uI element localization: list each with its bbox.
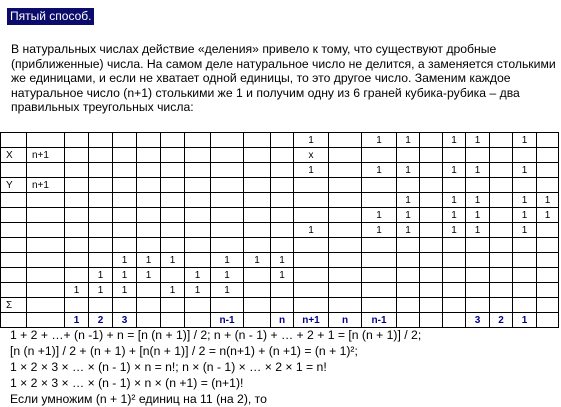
- grid-cell: [490, 238, 513, 253]
- grid-cell: [89, 148, 113, 163]
- grid-row: [1, 178, 559, 193]
- grid-cell: [185, 133, 211, 148]
- grid-cell: [89, 253, 113, 268]
- grid-cell: [161, 193, 185, 208]
- grid-cell: [211, 193, 244, 208]
- grid-cell: [27, 253, 65, 268]
- grid-cell: 1: [211, 253, 244, 268]
- grid-cell: 1: [443, 193, 466, 208]
- grid-cell: 1: [271, 268, 294, 283]
- grid-cell: [27, 298, 65, 313]
- grid-cell: [490, 148, 513, 163]
- grid-cell: [244, 163, 271, 178]
- grid-cell: [113, 133, 137, 148]
- grid-cell: [362, 298, 397, 313]
- grid-cell: [537, 178, 559, 193]
- grid-cell: n+1: [294, 313, 329, 328]
- grid-cell: [362, 238, 397, 253]
- grid-cell: 1: [466, 223, 490, 238]
- grid-cell: n+1: [27, 148, 65, 163]
- grid-cell: 1: [65, 313, 89, 328]
- grid-cell: [211, 148, 244, 163]
- grid-cell: Y: [1, 178, 27, 193]
- grid-cell: 1: [466, 133, 490, 148]
- grid-cell: [244, 208, 271, 223]
- grid-cell: [1, 133, 27, 148]
- grid-cell: [244, 178, 271, 193]
- grid-cell: [1, 268, 27, 283]
- grid-cell: [420, 163, 443, 178]
- grid-cell: [65, 268, 89, 283]
- grid-cell: n: [271, 313, 294, 328]
- grid-cell: [397, 238, 420, 253]
- grid-cell: [362, 253, 397, 268]
- grid-cell: 2: [490, 313, 513, 328]
- grid-cell: [443, 178, 466, 193]
- grid-cell: [329, 133, 362, 148]
- grid-cell: x: [294, 148, 329, 163]
- grid-cell: 1: [466, 208, 490, 223]
- grid-cell: [513, 298, 537, 313]
- grid-cell: [397, 298, 420, 313]
- grid-cell: [244, 223, 271, 238]
- grid-cell: [161, 178, 185, 193]
- grid-cell: [185, 163, 211, 178]
- grid-cell: [466, 298, 490, 313]
- grid-cell: [490, 283, 513, 298]
- grid-cell: [244, 133, 271, 148]
- grid-cell: [27, 208, 65, 223]
- intro-paragraph: В натуральных числах действие «деления» привело к тому, что существуют дробные (приближенные) числа. На самом деле натуральное число не делится, а заменяется столькими же единицами, и если не хватает одной единицы, то это другое число. Заменим каждое натуральное число (n+1) столькими же 1 и получим одну из 6 граней кубика-рубика – два правильных треугольных числа:: [11, 42, 556, 115]
- grid-cell: [329, 193, 362, 208]
- grid-row: [1, 313, 559, 328]
- grid-cell: [27, 163, 65, 178]
- grid-cell: [1, 208, 27, 223]
- grid-cell: [65, 298, 89, 313]
- grid-cell: [211, 298, 244, 313]
- grid-cell: 1: [89, 268, 113, 283]
- grid-cell: Σ: [1, 298, 27, 313]
- grid-cell: [185, 253, 211, 268]
- grid-cell: [27, 133, 65, 148]
- grid-cell: 1: [513, 163, 537, 178]
- grid-cell: 1: [443, 208, 466, 223]
- grid-cell: [329, 253, 362, 268]
- grid-cell: 1: [294, 163, 329, 178]
- formula-line: 1 × 2 × 3 × … × (n - 1) × n = n!; n × (n - 1) × … × 2 × 1 = n!: [10, 360, 327, 374]
- grid-cell: [161, 268, 185, 283]
- grid-cell: [271, 223, 294, 238]
- grid-cell: [362, 193, 397, 208]
- grid-cell: [397, 283, 420, 298]
- grid-cell: [1, 163, 27, 178]
- grid-cell: [113, 193, 137, 208]
- grid-cell: 1: [397, 133, 420, 148]
- grid-cell: [362, 268, 397, 283]
- grid-cell: [271, 133, 294, 148]
- grid-cell: [420, 268, 443, 283]
- section-heading: Пятый способ.: [7, 8, 94, 25]
- grid-cell: [490, 163, 513, 178]
- grid-cell: [65, 133, 89, 148]
- grid-cell: [397, 178, 420, 193]
- grid-cell: [329, 208, 362, 223]
- grid-cell: [271, 298, 294, 313]
- grid-cell: [466, 268, 490, 283]
- grid-row: [1, 298, 559, 313]
- grid-cell: [397, 313, 420, 328]
- grid-cell: [329, 223, 362, 238]
- grid-cell: [537, 268, 559, 283]
- grid-cell: 1: [513, 133, 537, 148]
- grid-cell: [244, 268, 271, 283]
- grid-cell: [89, 208, 113, 223]
- grid-cell: [329, 298, 362, 313]
- grid-cell: [113, 163, 137, 178]
- grid-cell: [271, 163, 294, 178]
- grid-cell: [27, 283, 65, 298]
- grid-cell: [490, 268, 513, 283]
- grid-cell: [185, 208, 211, 223]
- grid-cell: [397, 148, 420, 163]
- grid-cell: 1: [294, 223, 329, 238]
- grid-row: [1, 268, 559, 283]
- grid-cell: [113, 298, 137, 313]
- grid-cell: [137, 163, 161, 178]
- grid-cell: [244, 313, 271, 328]
- grid-row: [1, 163, 559, 178]
- grid-cell: [420, 223, 443, 238]
- grid-cell: [137, 283, 161, 298]
- formulas-block: [10, 327, 560, 407]
- grid-cell: [537, 253, 559, 268]
- grid-cell: [27, 313, 65, 328]
- grid-cell: [185, 298, 211, 313]
- grid-cell: [362, 178, 397, 193]
- grid-cell: [65, 238, 89, 253]
- grid-cell: [329, 238, 362, 253]
- grid-cell: 1: [137, 253, 161, 268]
- grid-cell: 1: [513, 313, 537, 328]
- grid-cell: 1: [294, 133, 329, 148]
- grid-cell: 1: [137, 268, 161, 283]
- grid-cell: 1: [513, 193, 537, 208]
- grid-row: [1, 283, 559, 298]
- grid-cell: [329, 148, 362, 163]
- grid-cell: 1: [397, 223, 420, 238]
- grid-cell: 1: [211, 283, 244, 298]
- grid-cell: 1: [244, 253, 271, 268]
- grid-cell: [466, 148, 490, 163]
- grid-cell: [65, 208, 89, 223]
- grid-cell: [466, 283, 490, 298]
- grid-cell: [329, 283, 362, 298]
- grid-cell: [513, 238, 537, 253]
- grid-cell: 1: [397, 163, 420, 178]
- grid-cell: [466, 253, 490, 268]
- grid-cell: [113, 238, 137, 253]
- grid-cell: 1: [362, 163, 397, 178]
- grid-cell: [294, 238, 329, 253]
- grid-cell: [490, 298, 513, 313]
- grid-row: [1, 208, 559, 223]
- grid-cell: [244, 193, 271, 208]
- grid-cell: [185, 313, 211, 328]
- formula-line: 1 + 2 + …+ (n -1) + n = [n (n + 1)] / 2; n + (n - 1) + … + 2 + 1 = [n (n + 1)] / 2;: [10, 328, 422, 342]
- grid-cell: [185, 148, 211, 163]
- grid-cell: [420, 298, 443, 313]
- grid-cell: [244, 238, 271, 253]
- grid-cell: [161, 133, 185, 148]
- grid-cell: [294, 178, 329, 193]
- grid-cell: 1: [161, 283, 185, 298]
- grid-cell: [65, 178, 89, 193]
- grid-cell: [161, 238, 185, 253]
- grid-cell: [137, 148, 161, 163]
- grid-cell: [397, 253, 420, 268]
- grid-cell: [443, 268, 466, 283]
- grid-cell: [490, 208, 513, 223]
- grid-cell: [137, 223, 161, 238]
- grid-row: [1, 133, 559, 148]
- grid-cell: [537, 313, 559, 328]
- grid-cell: [113, 178, 137, 193]
- grid-cell: [420, 133, 443, 148]
- grid-cell: [211, 133, 244, 148]
- grid-cell: [27, 223, 65, 238]
- grid-cell: 1: [537, 193, 559, 208]
- grid-cell: [211, 223, 244, 238]
- grid-row: [1, 223, 559, 238]
- grid-cell: 1: [113, 268, 137, 283]
- grid-cell: n-1: [362, 313, 397, 328]
- grid-cell: n: [329, 313, 362, 328]
- grid-cell: [271, 178, 294, 193]
- grid-cell: [113, 208, 137, 223]
- grid-cell: [27, 193, 65, 208]
- grid-cell: [329, 163, 362, 178]
- grid-cell: [211, 238, 244, 253]
- grid-cell: [1, 223, 27, 238]
- grid-cell: 1: [466, 193, 490, 208]
- formula-line: 1 × 2 × 3 × … × (n - 1) × n × (n +1) = (n+1)!: [10, 376, 244, 390]
- grid-cell: [89, 223, 113, 238]
- grid-cell: [244, 283, 271, 298]
- grid-cell: 1: [466, 163, 490, 178]
- grid-cell: [420, 313, 443, 328]
- grid-cell: [161, 223, 185, 238]
- grid-cell: 1: [185, 283, 211, 298]
- grid-cell: [271, 238, 294, 253]
- grid-cell: [89, 133, 113, 148]
- grid-cell: [211, 163, 244, 178]
- grid-cell: [211, 178, 244, 193]
- grid-cell: [490, 193, 513, 208]
- grid-cell: [537, 223, 559, 238]
- grid-cell: [185, 238, 211, 253]
- grid-cell: [137, 178, 161, 193]
- grid-cell: [466, 178, 490, 193]
- grid-cell: [443, 148, 466, 163]
- grid-cell: [420, 193, 443, 208]
- grid-cell: [329, 178, 362, 193]
- grid-cell: [113, 148, 137, 163]
- grid-cell: [65, 163, 89, 178]
- grid-cell: [537, 238, 559, 253]
- grid-cell: [537, 148, 559, 163]
- grid-cell: [271, 283, 294, 298]
- grid-cell: [513, 148, 537, 163]
- grid-cell: [185, 178, 211, 193]
- grid-cell: [362, 148, 397, 163]
- grid-cell: [211, 208, 244, 223]
- grid-cell: [294, 283, 329, 298]
- grid-cell: [161, 163, 185, 178]
- grid-cell: [490, 178, 513, 193]
- grid-cell: 1: [443, 133, 466, 148]
- grid-row: [1, 193, 559, 208]
- grid-cell: [89, 238, 113, 253]
- grid-cell: X: [1, 148, 27, 163]
- grid-cell: 1: [362, 223, 397, 238]
- grid-cell: [397, 268, 420, 283]
- grid-cell: 2: [89, 313, 113, 328]
- grid-cell: [420, 178, 443, 193]
- grid-cell: [420, 148, 443, 163]
- grid-cell: [443, 298, 466, 313]
- grid-cell: [362, 283, 397, 298]
- grid-cell: [513, 253, 537, 268]
- grid-cell: [1, 238, 27, 253]
- grid-cell: [443, 253, 466, 268]
- grid-cell: [1, 253, 27, 268]
- grid-cell: [137, 238, 161, 253]
- grid-cell: 1: [65, 283, 89, 298]
- grid-cell: [513, 283, 537, 298]
- grid-row: [1, 238, 559, 253]
- grid-cell: [294, 298, 329, 313]
- grid-cell: [244, 148, 271, 163]
- grid-cell: [1, 283, 27, 298]
- grid-cell: [137, 298, 161, 313]
- grid-cell: [271, 208, 294, 223]
- grid-cell: [89, 298, 113, 313]
- grid-cell: [329, 268, 362, 283]
- grid-cell: [537, 298, 559, 313]
- grid-cell: 1: [443, 223, 466, 238]
- grid-cell: [294, 268, 329, 283]
- grid-cell: [27, 238, 65, 253]
- grid-cell: [271, 148, 294, 163]
- grid-cell: 1: [161, 253, 185, 268]
- grid-cell: [89, 178, 113, 193]
- grid-cell: 1: [362, 133, 397, 148]
- grid-cell: [537, 283, 559, 298]
- grid-cell: [161, 313, 185, 328]
- grid-cell: 1: [397, 193, 420, 208]
- grid-cell: [113, 223, 137, 238]
- triangular-numbers-grid: [0, 132, 559, 328]
- grid-cell: 1: [185, 268, 211, 283]
- grid-cell: [27, 268, 65, 283]
- grid-cell: 1: [537, 208, 559, 223]
- grid-cell: [137, 133, 161, 148]
- grid-cell: 1: [397, 208, 420, 223]
- grid-cell: [537, 133, 559, 148]
- grid-cell: [537, 163, 559, 178]
- grid-cell: [161, 298, 185, 313]
- grid-cell: [137, 193, 161, 208]
- grid-cell: [420, 208, 443, 223]
- grid-cell: [443, 238, 466, 253]
- grid-cell: 1: [362, 208, 397, 223]
- grid-cell: [466, 238, 490, 253]
- grid-row: [1, 253, 559, 268]
- grid-cell: [443, 313, 466, 328]
- grid-cell: [65, 148, 89, 163]
- grid-cell: 1: [113, 283, 137, 298]
- grid-cell: [89, 163, 113, 178]
- grid-cell: [137, 313, 161, 328]
- grid-cell: 1: [513, 208, 537, 223]
- grid-cell: n-1: [211, 313, 244, 328]
- grid-cell: 3: [113, 313, 137, 328]
- grid-cell: [490, 223, 513, 238]
- grid-cell: [185, 193, 211, 208]
- grid-cell: [420, 283, 443, 298]
- grid-cell: [513, 268, 537, 283]
- grid-cell: [420, 253, 443, 268]
- grid-cell: 1: [211, 268, 244, 283]
- grid-cell: [1, 193, 27, 208]
- grid-cell: [294, 253, 329, 268]
- grid-cell: [161, 148, 185, 163]
- grid-cell: [443, 283, 466, 298]
- grid-cell: [185, 223, 211, 238]
- grid-cell: [89, 193, 113, 208]
- grid-row: [1, 148, 559, 163]
- grid-cell: [294, 193, 329, 208]
- formula-line: Если умножим (n + 1)² единиц на 11 (на 2), то: [10, 392, 267, 406]
- grid-cell: [490, 253, 513, 268]
- grid-cell: 1: [113, 253, 137, 268]
- grid-cell: 1: [271, 253, 294, 268]
- grid-cell: [65, 193, 89, 208]
- formula-line: [n (n +1)] / 2 + (n + 1) + [n(n + 1)] / 2 = n(n+1) + (n +1) = (n + 1)²;: [10, 344, 358, 358]
- grid-cell: [65, 223, 89, 238]
- grid-cell: [65, 253, 89, 268]
- grid-cell: [513, 178, 537, 193]
- grid-cell: 1: [513, 223, 537, 238]
- grid-cell: [161, 208, 185, 223]
- grid-cell: n+1: [27, 178, 65, 193]
- grid-cell: 1: [89, 283, 113, 298]
- grid-cell: [294, 208, 329, 223]
- grid-cell: [490, 133, 513, 148]
- grid-cell: [244, 298, 271, 313]
- grid-cell: [420, 238, 443, 253]
- grid-cell: 3: [466, 313, 490, 328]
- grid-cell: [1, 313, 27, 328]
- grid-cell: [137, 208, 161, 223]
- grid-cell: [271, 193, 294, 208]
- grid-cell: 1: [443, 163, 466, 178]
